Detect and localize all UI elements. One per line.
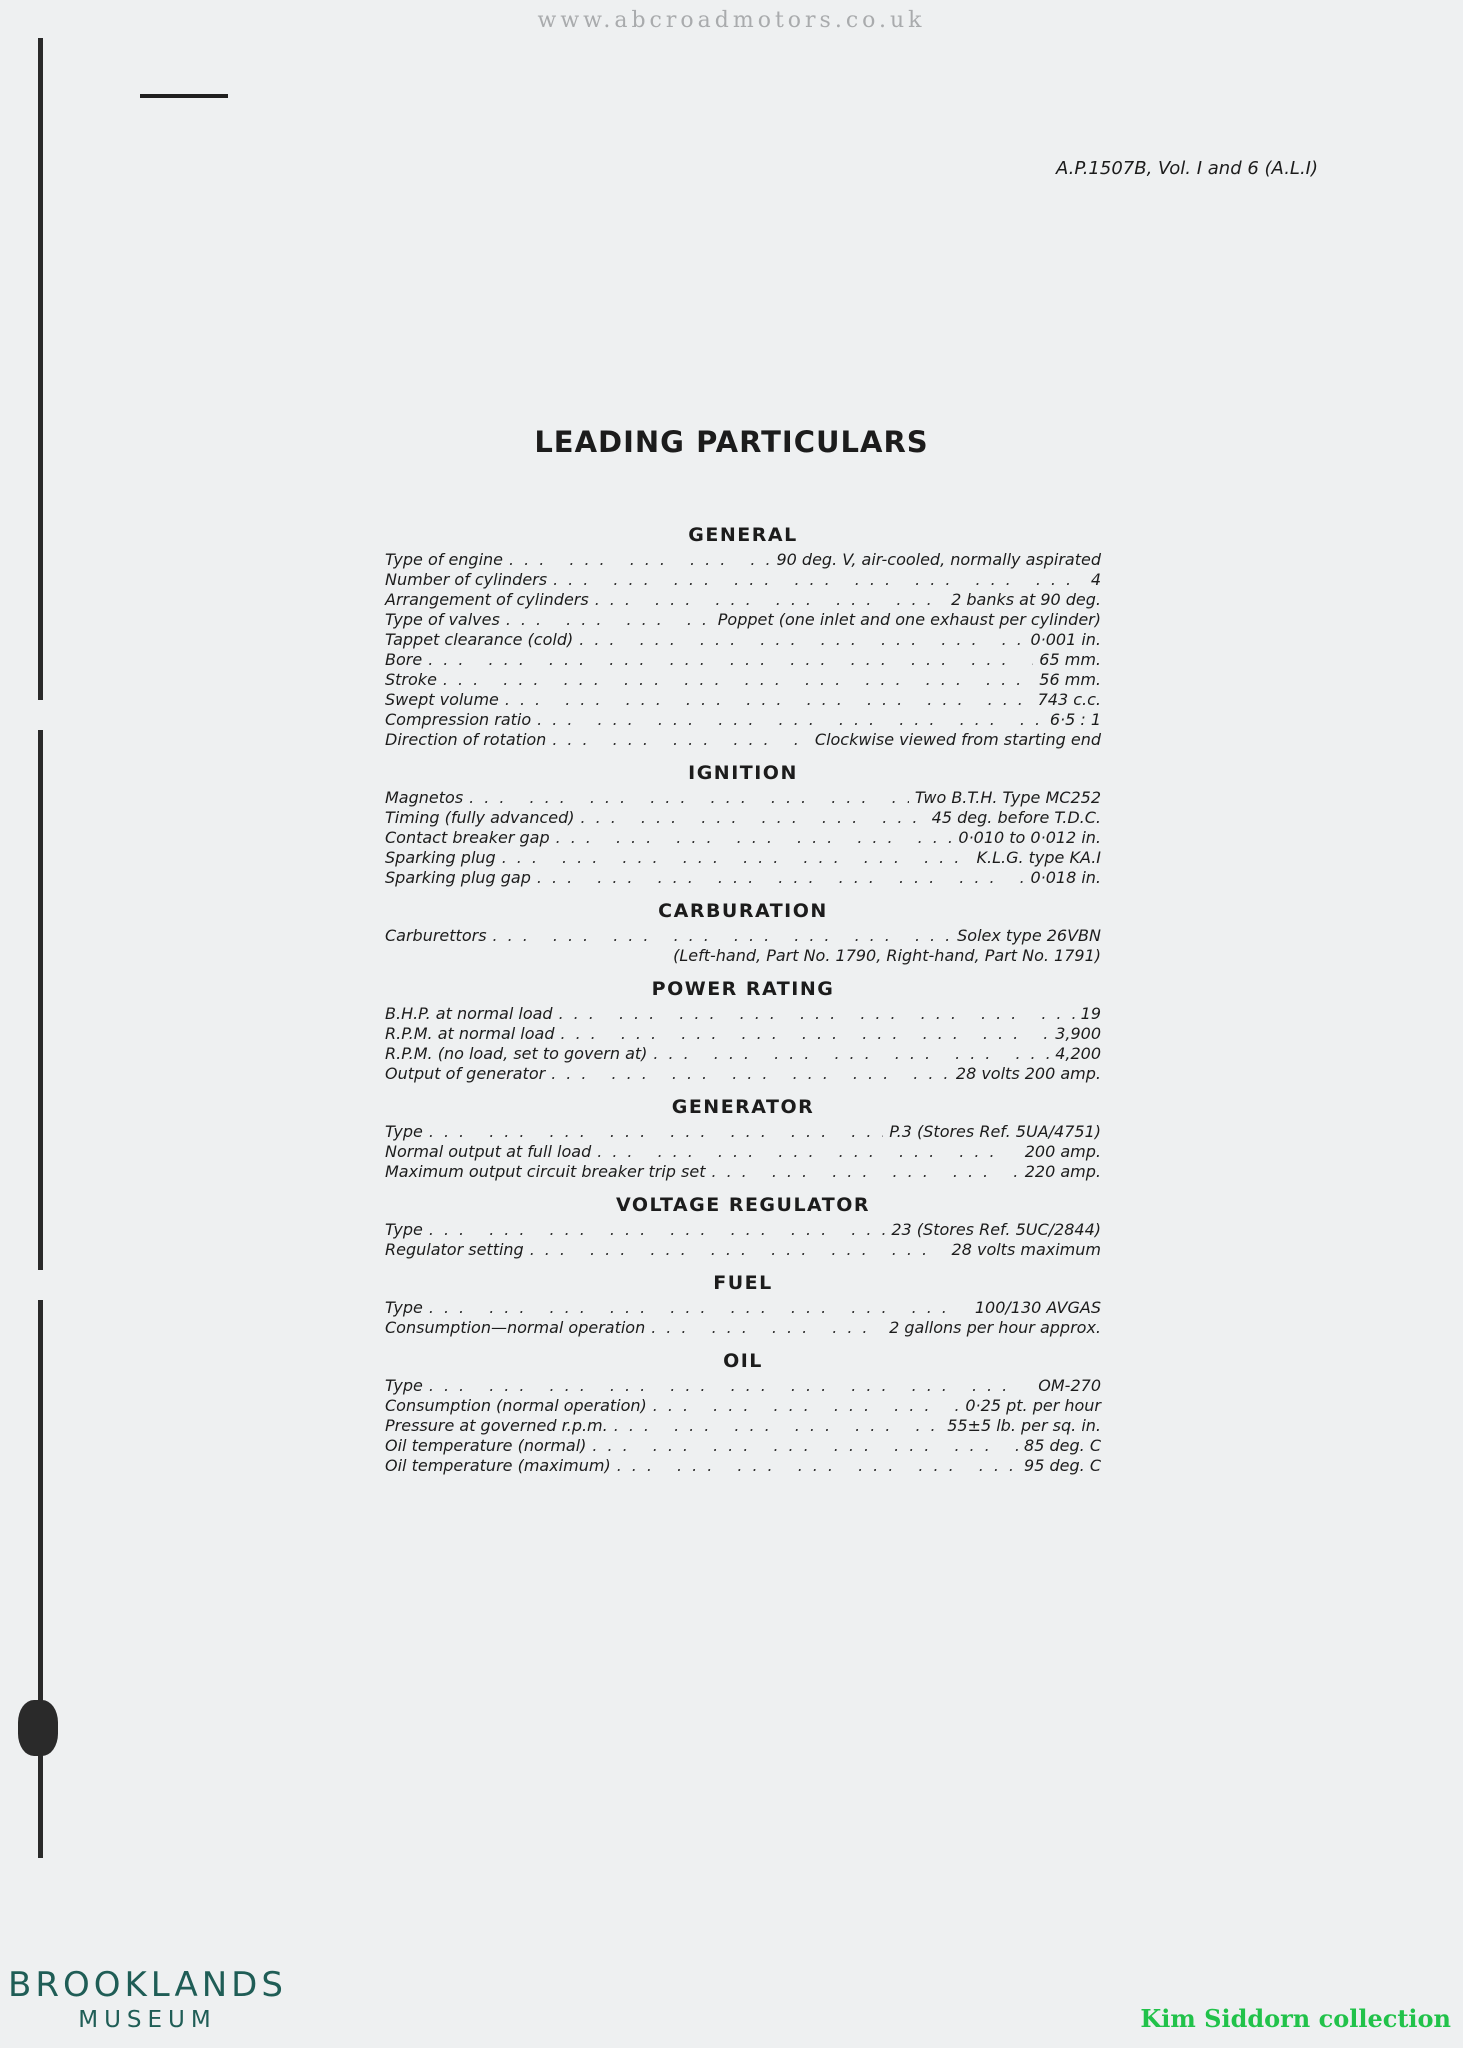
spec-label: Regulator setting bbox=[385, 1240, 524, 1259]
spec-value: 2 gallons per hour approx. bbox=[889, 1318, 1101, 1337]
leader-dots bbox=[537, 868, 1025, 888]
spec-value: 90 deg. V, air-cooled, normally aspirated bbox=[776, 550, 1101, 569]
spec-label: Pressure at governed r.p.m. bbox=[385, 1416, 608, 1435]
section-title: GENERAL bbox=[688, 524, 798, 546]
spec-row bbox=[385, 1436, 1101, 1456]
spec-label: Swept volume bbox=[385, 690, 499, 709]
section-title: IGNITION bbox=[688, 762, 798, 784]
spec-label: Compression ratio bbox=[385, 710, 532, 729]
particulars-list bbox=[385, 520, 1101, 1484]
spec-label: Carburettors bbox=[385, 926, 487, 945]
spec-label: Oil temperature (maximum) bbox=[385, 1456, 611, 1475]
spec-row bbox=[385, 1044, 1101, 1064]
spec-row bbox=[385, 630, 1101, 650]
leader-dots bbox=[429, 1376, 1032, 1396]
leader-dots bbox=[537, 710, 1044, 730]
binding-gap bbox=[34, 700, 48, 730]
spec-label: Type bbox=[385, 1122, 423, 1141]
spec-row bbox=[385, 808, 1101, 828]
leader-dots bbox=[506, 610, 712, 630]
section-title: VOLTAGE REGULATOR bbox=[615, 1194, 871, 1216]
spec-value: 23 (Stores Ref. 5UC/2844) bbox=[891, 1220, 1101, 1239]
binding-gap bbox=[34, 1270, 48, 1300]
leader-dots bbox=[712, 1162, 1019, 1182]
spec-value: 95 deg. C bbox=[1024, 1456, 1101, 1475]
leader-dots bbox=[561, 1024, 1050, 1044]
spec-label: Arrangement of cylinders bbox=[385, 590, 589, 609]
spec-row bbox=[385, 1142, 1101, 1162]
spec-value: 45 deg. before T.D.C. bbox=[931, 808, 1101, 827]
spec-row bbox=[385, 710, 1101, 730]
leader-dots bbox=[509, 550, 770, 570]
logo-line1: BROOKLANDS bbox=[8, 1965, 287, 2005]
section-voltage-regulator bbox=[385, 1190, 1101, 1260]
spec-value: 28 volts maximum bbox=[951, 1240, 1101, 1259]
spec-label: Bore bbox=[385, 650, 423, 669]
leader-dots bbox=[559, 1004, 1075, 1024]
spec-row bbox=[385, 1376, 1101, 1396]
spec-label: Contact breaker gap bbox=[385, 828, 550, 847]
spec-value: OM-270 bbox=[1038, 1376, 1101, 1395]
spec-label: Tappet clearance (cold) bbox=[385, 630, 574, 649]
leader-dots bbox=[429, 1298, 969, 1318]
leader-dots bbox=[653, 1044, 1049, 1064]
spec-row bbox=[385, 1240, 1101, 1260]
spec-value: 2 banks at 90 deg. bbox=[951, 590, 1101, 609]
rule-mark bbox=[140, 94, 228, 98]
spec-value: 3,900 bbox=[1055, 1024, 1101, 1043]
leader-dots bbox=[502, 848, 971, 868]
spec-label: Type bbox=[385, 1376, 423, 1395]
spec-label: Type bbox=[385, 1220, 423, 1239]
spec-row bbox=[385, 1298, 1101, 1318]
spec-row bbox=[385, 1064, 1101, 1084]
spec-label: Type of valves bbox=[385, 610, 500, 629]
spec-value: P.3 (Stores Ref. 5UA/4751) bbox=[889, 1122, 1101, 1141]
spec-label: Maximum output circuit breaker trip set bbox=[385, 1162, 706, 1181]
spec-row bbox=[385, 1004, 1101, 1024]
leader-dots bbox=[651, 1318, 883, 1338]
spec-value: 28 volts 200 amp. bbox=[955, 1064, 1101, 1083]
section-oil bbox=[385, 1346, 1101, 1476]
spec-row bbox=[385, 690, 1101, 710]
spec-label: Type of engine bbox=[385, 550, 504, 569]
spec-value: 0·001 in. bbox=[1030, 630, 1101, 649]
spec-value: 220 amp. bbox=[1024, 1162, 1101, 1181]
leader-dots bbox=[553, 570, 1085, 590]
spec-label: Normal output at full load bbox=[385, 1142, 592, 1161]
spec-row bbox=[385, 788, 1101, 808]
section-general bbox=[385, 520, 1101, 750]
leader-dots bbox=[429, 1220, 885, 1240]
page-title: LEADING PARTICULARS bbox=[534, 425, 929, 459]
spec-label: Consumption (normal operation) bbox=[385, 1396, 647, 1415]
spec-value: 85 deg. C bbox=[1024, 1436, 1101, 1455]
spec-value: Clockwise viewed from starting end bbox=[814, 730, 1101, 749]
section-title: CARBURATION bbox=[658, 900, 828, 922]
spec-label: Magnetos bbox=[385, 788, 464, 807]
section-fuel bbox=[385, 1268, 1101, 1338]
spec-label: Number of cylinders bbox=[385, 570, 548, 589]
spec-label: Output of generator bbox=[385, 1064, 546, 1083]
watermark-text: www.abcroadmotors.co.uk bbox=[537, 8, 926, 33]
spec-value: 56 mm. bbox=[1039, 670, 1101, 689]
leader-dots bbox=[597, 1142, 1019, 1162]
spec-label: Direction of rotation bbox=[385, 730, 547, 749]
spec-value: Two B.T.H. Type MC252 bbox=[914, 788, 1101, 807]
leader-dots bbox=[592, 1436, 1018, 1456]
spec-row bbox=[385, 1416, 1101, 1436]
logo-line2: MUSEUM bbox=[78, 2007, 217, 2033]
leader-dots bbox=[428, 650, 1033, 670]
spec-label: Stroke bbox=[385, 670, 437, 689]
spec-value: Solex type 26VBN bbox=[957, 926, 1101, 945]
spec-row bbox=[385, 610, 1101, 630]
leader-dots bbox=[579, 630, 1024, 650]
spec-value: 0·25 pt. per hour bbox=[965, 1396, 1101, 1415]
spec-value: 0·010 to 0·012 in. bbox=[958, 828, 1101, 847]
spec-row bbox=[385, 1122, 1101, 1142]
spec-row bbox=[385, 1318, 1101, 1338]
spec-value: 4 bbox=[1090, 570, 1101, 589]
spec-row bbox=[385, 670, 1101, 690]
section-note: (Left-hand, Part No. 1790, Right-hand, Part No. 1791) bbox=[673, 946, 1101, 965]
collection-credit: Kim Siddorn collection bbox=[1140, 2004, 1451, 2033]
spec-label: R.P.M. (no load, set to govern at) bbox=[385, 1044, 648, 1063]
spec-label: Consumption—normal operation bbox=[385, 1318, 646, 1337]
spec-value: 4,200 bbox=[1055, 1044, 1101, 1063]
leader-dots bbox=[581, 808, 926, 828]
spec-row bbox=[385, 1024, 1101, 1044]
spec-label: Timing (fully advanced) bbox=[385, 808, 575, 827]
spec-value: 65 mm. bbox=[1039, 650, 1101, 669]
leader-dots bbox=[429, 1122, 883, 1142]
spec-row bbox=[385, 650, 1101, 670]
leader-dots bbox=[551, 1064, 950, 1084]
spec-label: Sparking plug gap bbox=[385, 868, 531, 887]
section-power-rating bbox=[385, 974, 1101, 1084]
document-reference: A.P.1507B, Vol. I and 6 (A.L.I) bbox=[1055, 158, 1318, 179]
spec-row bbox=[385, 848, 1101, 868]
section-ignition bbox=[385, 758, 1101, 888]
leader-dots bbox=[614, 1416, 941, 1436]
spec-row bbox=[385, 1396, 1101, 1416]
spec-row bbox=[385, 590, 1101, 610]
spec-value: K.L.G. type KA.I bbox=[976, 848, 1101, 867]
spec-value: Poppet (one inlet and one exhaust per cylinder) bbox=[717, 610, 1101, 629]
spec-label: Type bbox=[385, 1298, 423, 1317]
leader-dots bbox=[556, 828, 953, 848]
spec-row bbox=[385, 570, 1101, 590]
spec-value: 200 amp. bbox=[1024, 1142, 1101, 1161]
section-title: GENERATOR bbox=[671, 1096, 815, 1118]
binding-strip bbox=[38, 38, 43, 1858]
spec-row bbox=[385, 730, 1101, 750]
section-generator bbox=[385, 1092, 1101, 1182]
spec-label: B.H.P. at normal load bbox=[385, 1004, 553, 1023]
section-carburation bbox=[385, 896, 1101, 966]
spec-value: 100/130 AVGAS bbox=[974, 1298, 1101, 1317]
spec-row bbox=[385, 926, 1101, 946]
leader-dots bbox=[595, 590, 945, 610]
leader-dots bbox=[505, 690, 1032, 710]
leader-dots bbox=[443, 670, 1033, 690]
spec-value: 743 c.c. bbox=[1037, 690, 1101, 709]
spec-value: 19 bbox=[1080, 1004, 1101, 1023]
spec-label: R.P.M. at normal load bbox=[385, 1024, 555, 1043]
leader-dots bbox=[530, 1240, 946, 1260]
spec-value: 6·5 : 1 bbox=[1049, 710, 1101, 729]
spec-row bbox=[385, 550, 1101, 570]
spec-value: 55±5 lb. per sq. in. bbox=[947, 1416, 1101, 1435]
leader-dots bbox=[469, 788, 909, 808]
spec-row bbox=[385, 1456, 1101, 1476]
spec-row bbox=[385, 1220, 1101, 1240]
section-title: FUEL bbox=[713, 1272, 773, 1294]
spec-label: Oil temperature (normal) bbox=[385, 1436, 587, 1455]
spec-label: Sparking plug bbox=[385, 848, 496, 867]
spec-value: 0·018 in. bbox=[1030, 868, 1101, 887]
section-title: OIL bbox=[723, 1350, 763, 1372]
brooklands-logo bbox=[8, 1965, 287, 2035]
section-title: POWER RATING bbox=[651, 978, 835, 1000]
leader-dots bbox=[552, 730, 809, 750]
leader-dots bbox=[653, 1396, 960, 1416]
spec-row bbox=[385, 1162, 1101, 1182]
binding-blot bbox=[18, 1700, 58, 1756]
spec-row bbox=[385, 828, 1101, 848]
spec-row bbox=[385, 868, 1101, 888]
leader-dots bbox=[617, 1456, 1018, 1476]
leader-dots bbox=[493, 926, 952, 946]
